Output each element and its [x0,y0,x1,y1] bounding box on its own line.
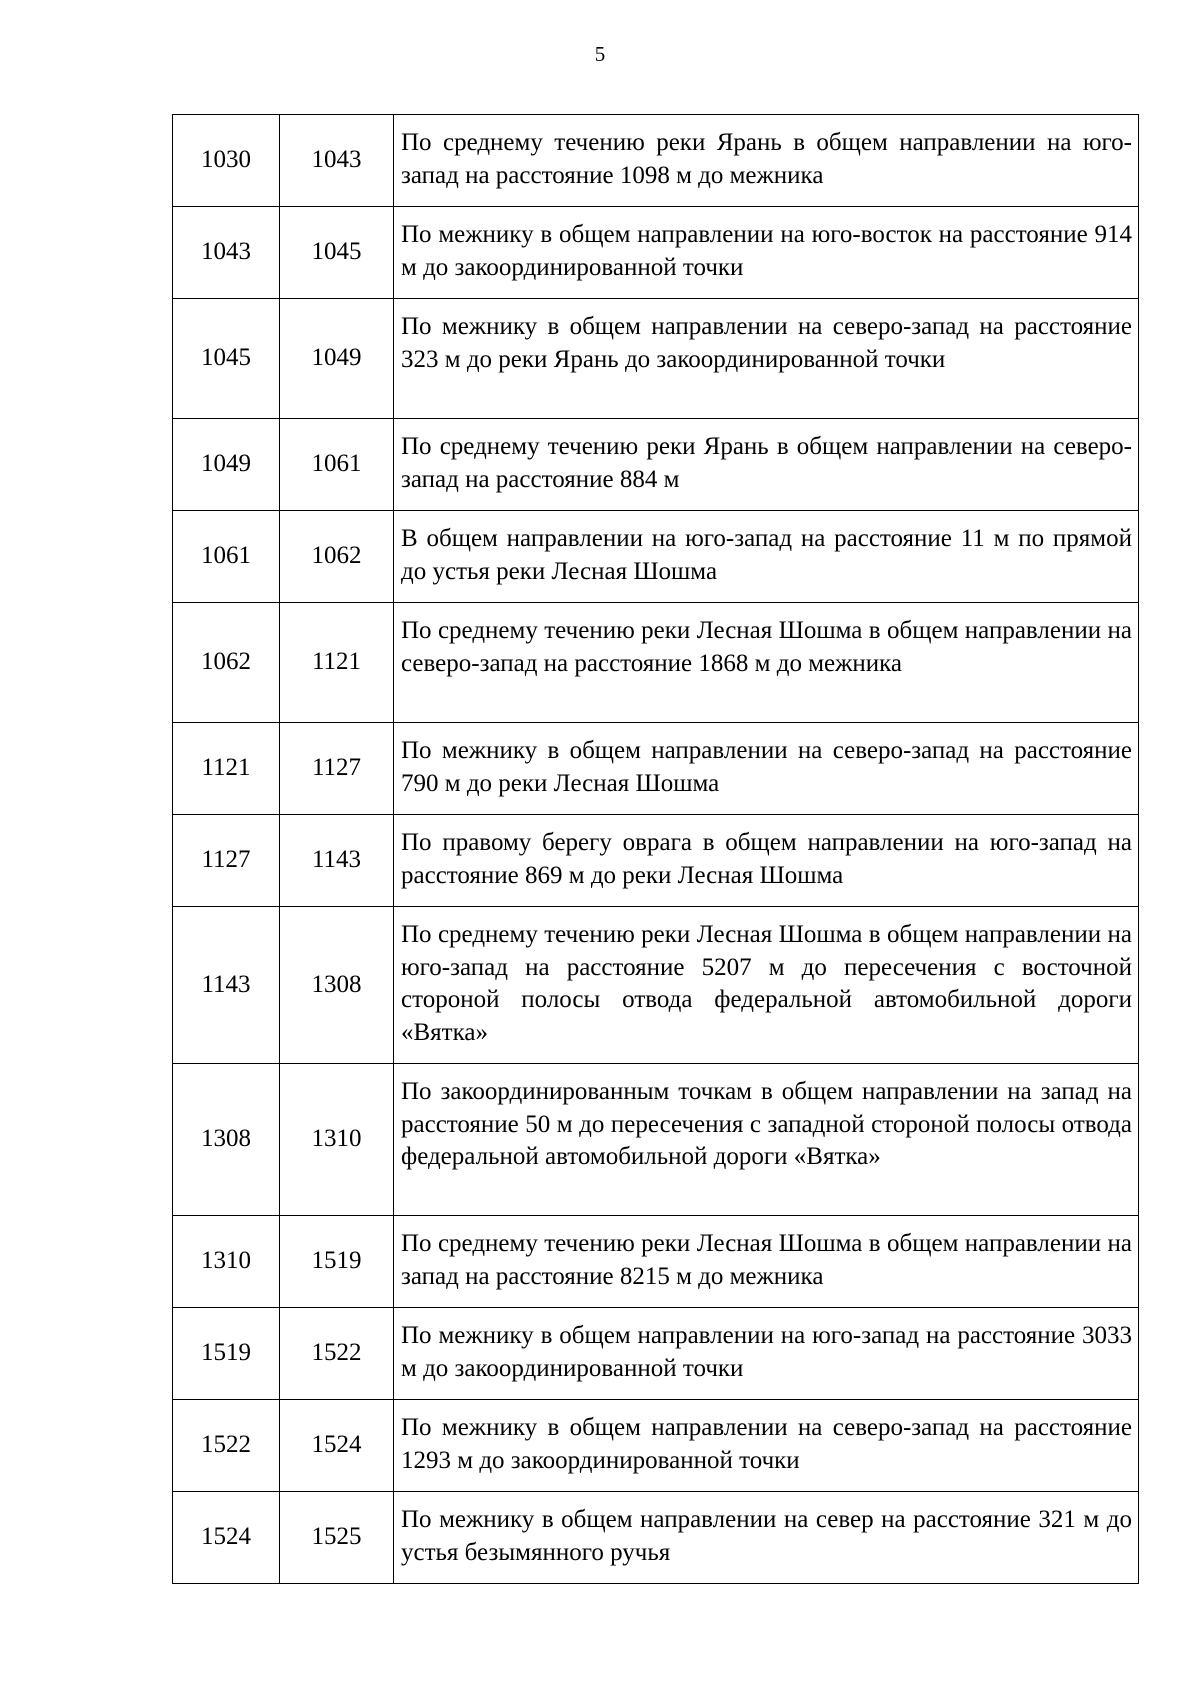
to-point-cell: 1524 [280,1400,394,1492]
description-cell: По межнику в общем направлении на север на расстояние 321 м до устья безымянного ручья [394,1492,1139,1584]
from-point-cell: 1043 [173,207,280,299]
table-row [173,1216,1139,1308]
table-row [173,1492,1139,1584]
from-point-cell: 1310 [173,1216,280,1308]
description-cell: По межнику в общем направлении на юго-восток на расстояние 914 м до закоординированной точки [394,207,1139,299]
description-cell: По закоординированным точкам в общем направлении на запад на расстояние 50 м до пересечения с западной стороной полосы отвода федеральной автомобильной дороги «Вятка» [394,1064,1139,1216]
from-point-cell: 1062 [173,603,280,723]
to-point-cell: 1519 [280,1216,394,1308]
description-cell: По среднему течению реки Лесная Шошма в общем направлении на запад на расстояние 8215 м до межника [394,1216,1139,1308]
table-row [173,907,1139,1064]
table-row [173,1064,1139,1216]
to-point-cell: 1308 [280,907,394,1064]
boundary-table-body [173,115,1139,1584]
to-point-cell: 1127 [280,723,394,815]
table-row [173,419,1139,511]
to-point-cell: 1310 [280,1064,394,1216]
from-point-cell: 1061 [173,511,280,603]
from-point-cell: 1121 [173,723,280,815]
table-row [173,1400,1139,1492]
from-point-cell: 1030 [173,115,280,207]
table-row [173,815,1139,907]
from-point-cell: 1143 [173,907,280,1064]
description-cell: По межнику в общем направлении на северо-запад на расстояние 323 м до реки Ярань до закоординированной точки [394,299,1139,419]
to-point-cell: 1525 [280,1492,394,1584]
description-cell: По среднему течению реки Ярань в общем направлении на северо-запад на расстояние 884 м [394,419,1139,511]
boundary-table [172,114,1139,1584]
table-row [173,207,1139,299]
description-cell: По правому берегу оврага в общем направлении на юго-запад на расстояние 869 м до реки Лесная Шошма [394,815,1139,907]
to-point-cell: 1043 [280,115,394,207]
table-row [173,723,1139,815]
from-point-cell: 1308 [173,1064,280,1216]
description-cell: По межнику в общем направлении на северо-запад на расстояние 1293 м до закоординированной точки [394,1400,1139,1492]
description-cell: По среднему течению реки Лесная Шошма в общем направлении на юго-запад на расстояние 5207 м до пересечения с восточной стороной полосы отвода федеральной автомобильной дороги «Вятка» [394,907,1139,1064]
table-row [173,1308,1139,1400]
to-point-cell: 1143 [280,815,394,907]
table-row [173,511,1139,603]
description-cell: По среднему течению реки Ярань в общем направлении на юго-запад на расстояние 1098 м до межника [394,115,1139,207]
table-row [173,603,1139,723]
description-cell: По среднему течению реки Лесная Шошма в общем направлении на северо-запад на расстояние 1868 м до межника [394,603,1139,723]
to-point-cell: 1061 [280,419,394,511]
from-point-cell: 1522 [173,1400,280,1492]
description-cell: По межнику в общем направлении на северо-запад на расстояние 790 м до реки Лесная Шошма [394,723,1139,815]
from-point-cell: 1519 [173,1308,280,1400]
table-row [173,115,1139,207]
table-row [173,299,1139,419]
from-point-cell: 1049 [173,419,280,511]
to-point-cell: 1049 [280,299,394,419]
from-point-cell: 1045 [173,299,280,419]
to-point-cell: 1045 [280,207,394,299]
description-cell: По межнику в общем направлении на юго-запад на расстояние 3033 м до закоординированной точки [394,1308,1139,1400]
to-point-cell: 1522 [280,1308,394,1400]
to-point-cell: 1062 [280,511,394,603]
to-point-cell: 1121 [280,603,394,723]
description-cell: В общем направлении на юго-запад на расстояние 11 м по прямой до устья реки Лесная Шошма [394,511,1139,603]
page-number: 5 [594,42,606,66]
from-point-cell: 1127 [173,815,280,907]
from-point-cell: 1524 [173,1492,280,1584]
